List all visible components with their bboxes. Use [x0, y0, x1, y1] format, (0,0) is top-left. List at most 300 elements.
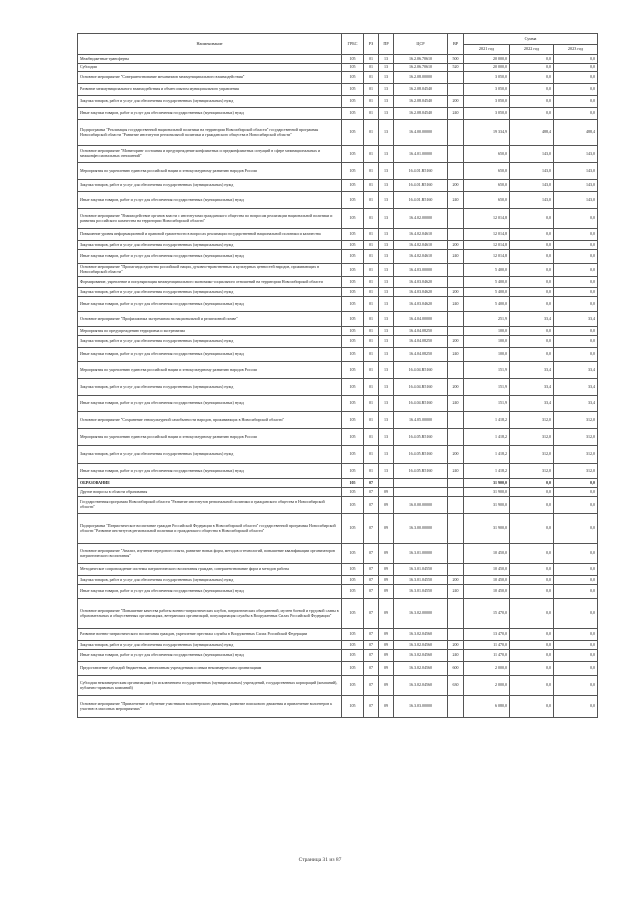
row-grbs: 105 [342, 108, 364, 120]
row-pr: 13 [379, 146, 394, 163]
row-sum-2023: 312,0 [554, 429, 598, 446]
row-grbs: 105 [342, 163, 364, 180]
table-row [78, 229, 598, 241]
row-grbs: 105 [342, 348, 364, 362]
row-pr: 13 [379, 312, 394, 327]
row-pr: 09 [379, 650, 394, 662]
row-sum-2023: 0,0 [554, 84, 598, 96]
row-sum-2023: 33,4 [554, 362, 598, 379]
row-rz: 01 [364, 241, 379, 250]
row-sum-2022: 0,0 [510, 662, 554, 676]
row-csr: 16.4.01.R5160 [394, 192, 448, 209]
row-vr [448, 497, 464, 514]
row-pr: 13 [379, 348, 394, 362]
row-sum-2021: 20 000,0 [464, 55, 510, 64]
row-sum-2022: 0,0 [510, 264, 554, 277]
row-name: Иные закупки товаров, работ и услуг для обеспечения государственных (муниципальных) нужд [78, 650, 342, 662]
col-sum: Сумма [464, 34, 598, 45]
row-name: Другие вопросы в области образования [78, 488, 342, 497]
budget-table [77, 33, 598, 718]
row-sum-2022: 33,4 [510, 379, 554, 396]
row-sum-2022: 0,0 [510, 84, 554, 96]
col-vr: ВР [448, 34, 464, 55]
table-row [78, 146, 598, 163]
row-grbs: 105 [342, 120, 364, 146]
row-vr: 200 [448, 379, 464, 396]
row-grbs: 105 [342, 514, 364, 544]
row-pr: 13 [379, 297, 394, 312]
row-sum-2023: 0,0 [554, 497, 598, 514]
row-vr [448, 564, 464, 576]
row-sum-2021: 251,9 [464, 312, 510, 327]
row-vr [448, 163, 464, 180]
row-rz: 07 [364, 662, 379, 676]
row-name: Мероприятия по предупреждению терроризма и экстремизма [78, 327, 342, 336]
row-sum-2022: 0,0 [510, 488, 554, 497]
row-rz: 01 [364, 396, 379, 412]
row-name: Иные закупки товаров, работ и услуг для обеспечения государственных (муниципальных) нужд [78, 108, 342, 120]
row-sum-2023: 312,0 [554, 464, 598, 479]
row-sum-2023: 0,0 [554, 576, 598, 585]
row-pr: 13 [379, 277, 394, 288]
row-name: Иные закупки товаров, работ и услуг для обеспечения государственных (муниципальных) нужд [78, 396, 342, 412]
table-row [78, 209, 598, 229]
row-grbs: 105 [342, 146, 364, 163]
row-sum-2022: 0,0 [510, 650, 554, 662]
table-row [78, 297, 598, 312]
row-sum-2022: 0,0 [510, 64, 554, 72]
table-row [78, 446, 598, 464]
row-csr: 16.4.04.R5160 [394, 379, 448, 396]
row-rz: 01 [364, 229, 379, 241]
row-vr [448, 599, 464, 629]
table-row [78, 163, 598, 180]
row-grbs: 105 [342, 544, 364, 564]
row-vr: 200 [448, 336, 464, 348]
row-csr: 16.3.01.04550 [394, 585, 448, 599]
row-name: Субсидии некоммерческим организациям (за исключением государственных (муниципальных) учреждений, государственных корпораций (компаний), публично-правовых компаний) [78, 676, 342, 696]
row-sum-2021: 1 418,2 [464, 464, 510, 479]
row-sum-2023: 312,0 [554, 446, 598, 464]
row-vr: 240 [448, 297, 464, 312]
row-pr: 09 [379, 585, 394, 599]
row-vr: 240 [448, 348, 464, 362]
row-sum-2023: 143,0 [554, 146, 598, 163]
row-sum-2023: 0,0 [554, 348, 598, 362]
row-vr [448, 514, 464, 544]
row-sum-2021: 650,0 [464, 192, 510, 209]
row-name: Формирование, укрепление и популяризация межмуниципального экономико-социального отношений на территории Новосибирской области [78, 277, 342, 288]
table-row [78, 629, 598, 641]
row-grbs: 105 [342, 229, 364, 241]
table-body [78, 55, 598, 718]
table-row [78, 696, 598, 718]
row-sum-2022: 0,0 [510, 696, 554, 718]
row-sum-2023: 0,0 [554, 336, 598, 348]
row-csr: 16.2.08.00000 [394, 72, 448, 84]
row-csr: 16.3.02.04560 [394, 629, 448, 641]
row-sum-2023: 0,0 [554, 264, 598, 277]
row-name: Иные закупки товаров, работ и услуг для обеспечения государственных (муниципальных) нужд [78, 192, 342, 209]
row-sum-2022: 0,0 [510, 209, 554, 229]
row-vr [448, 488, 464, 497]
row-rz: 01 [364, 348, 379, 362]
row-vr: 200 [448, 241, 464, 250]
row-rz: 07 [364, 696, 379, 718]
table-row [78, 348, 598, 362]
row-sum-2022: 0,0 [510, 229, 554, 241]
row-name: Основное мероприятие "Анализ, изучение передового опыта, развитие новых форм, методов и технологий, повышение квалификации организаторов патриотического воспитания" [78, 544, 342, 564]
row-pr: 13 [379, 55, 394, 64]
row-sum-2022: 312,0 [510, 464, 554, 479]
row-rz: 01 [364, 163, 379, 180]
row-pr: 13 [379, 96, 394, 108]
row-vr [448, 479, 464, 488]
row-sum-2021: 3 050,0 [464, 108, 510, 120]
row-csr: 16.4.04.08250 [394, 348, 448, 362]
row-sum-2023: 0,0 [554, 64, 598, 72]
row-pr: 13 [379, 429, 394, 446]
row-rz: 01 [364, 429, 379, 446]
row-csr: 16.4.04.00000 [394, 312, 448, 327]
row-name: Закупка товаров, работ и услуг для обеспечения государственных (муниципальных) нужд [78, 576, 342, 585]
row-sum-2022: 0,0 [510, 297, 554, 312]
row-pr: 09 [379, 696, 394, 718]
row-sum-2023: 0,0 [554, 277, 598, 288]
col-csr: ЦСР [394, 34, 448, 55]
row-sum-2022: 0,0 [510, 564, 554, 576]
row-rz: 07 [364, 629, 379, 641]
row-sum-2023: 0,0 [554, 241, 598, 250]
row-sum-2022: 488,4 [510, 120, 554, 146]
row-sum-2023: 0,0 [554, 288, 598, 297]
row-rz: 01 [364, 192, 379, 209]
row-sum-2021: 100,0 [464, 336, 510, 348]
row-csr: 16.4.04.08250 [394, 336, 448, 348]
row-sum-2021: 10 450,0 [464, 564, 510, 576]
row-sum-2023: 0,0 [554, 514, 598, 544]
table-row [78, 544, 598, 564]
row-vr [448, 544, 464, 564]
row-vr: 240 [448, 585, 464, 599]
row-sum-2023: 0,0 [554, 650, 598, 662]
row-sum-2021: 15 470,0 [464, 599, 510, 629]
row-csr: 16.4.04.R5160 [394, 396, 448, 412]
row-name: Мероприятия по укреплению единства российской нации и этнокультурному развитию народов России [78, 429, 342, 446]
row-sum-2022: 0,0 [510, 277, 554, 288]
row-vr [448, 629, 464, 641]
row-name: Методическое сопровождение системы патриотического воспитания граждан, совершенствование форм и методов работы [78, 564, 342, 576]
table-row [78, 676, 598, 696]
row-sum-2022: 33,4 [510, 396, 554, 412]
row-pr: 13 [379, 209, 394, 229]
row-sum-2022: 0,0 [510, 250, 554, 264]
row-sum-2021: 5 400,0 [464, 288, 510, 297]
row-csr: 16.4.01.R5160 [394, 180, 448, 192]
row-sum-2022: 312,0 [510, 429, 554, 446]
row-sum-2022: 0,0 [510, 336, 554, 348]
row-sum-2021: 31 900,0 [464, 488, 510, 497]
row-vr: 240 [448, 250, 464, 264]
row-sum-2022: 0,0 [510, 241, 554, 250]
row-vr: 200 [448, 446, 464, 464]
table-row [78, 250, 598, 264]
table-row [78, 84, 598, 96]
row-vr [448, 120, 464, 146]
row-pr: 13 [379, 327, 394, 336]
row-pr: 09 [379, 599, 394, 629]
row-grbs: 105 [342, 264, 364, 277]
row-csr: 16.2.08.04540 [394, 84, 448, 96]
row-pr: 13 [379, 264, 394, 277]
row-pr: 09 [379, 662, 394, 676]
row-grbs: 105 [342, 662, 364, 676]
row-rz: 01 [364, 277, 379, 288]
row-csr: 16.3.02.04560 [394, 641, 448, 650]
table-row [78, 479, 598, 488]
row-vr [448, 146, 464, 163]
row-grbs: 105 [342, 362, 364, 379]
row-name: Государственная программа Новосибирской области "Развитие институтов региональной политики и гражданского общества в Новосибирской области" [78, 497, 342, 514]
row-sum-2021: 10 450,0 [464, 576, 510, 585]
row-rz: 01 [364, 55, 379, 64]
row-pr: 09 [379, 676, 394, 696]
row-pr: 09 [379, 564, 394, 576]
row-rz: 01 [364, 336, 379, 348]
row-name: Подпрограмма "Патриотическое воспитание граждан Российской Федерации в Новосибирской области" государственной программы Новосибирской области "Развитие институтов региональной политики и гражданского общества в Новосибирской области" [78, 514, 342, 544]
row-sum-2023: 33,4 [554, 396, 598, 412]
row-rz: 07 [364, 641, 379, 650]
row-sum-2021: 12 014,8 [464, 209, 510, 229]
row-sum-2021: 19 334,9 [464, 120, 510, 146]
row-pr: 13 [379, 446, 394, 464]
page-footer: Страница 31 из 87 [298, 857, 342, 863]
row-name: Подпрограмма "Реализация государственной национальной политики на территории Новосибирской области" государственной программы Новосибирской области "Развитие институтов региональной политики и гражданского общества в Новосибирской области" [78, 120, 342, 146]
table-row [78, 379, 598, 396]
row-sum-2021: 650,0 [464, 163, 510, 180]
table-row [78, 662, 598, 676]
table-row [78, 650, 598, 662]
row-grbs: 105 [342, 564, 364, 576]
row-rz: 07 [364, 676, 379, 696]
row-name: Иные закупки товаров, работ и услуг для обеспечения государственных (муниципальных) нужд [78, 348, 342, 362]
row-sum-2021: 31 900,0 [464, 497, 510, 514]
table-row [78, 72, 598, 84]
row-sum-2023: 143,0 [554, 163, 598, 180]
row-vr: 600 [448, 662, 464, 676]
row-pr: 13 [379, 120, 394, 146]
row-csr: 16.4.03.04620 [394, 297, 448, 312]
row-sum-2022: 0,0 [510, 544, 554, 564]
row-vr [448, 312, 464, 327]
row-name: Основное мероприятие "Мониторинг состояния и предупреждение конфликтных и предконфликтных ситуаций в сфере межнациональных и межконфессиональных отношений" [78, 146, 342, 163]
col-grbs: ГРБС [342, 34, 364, 55]
row-name: Мероприятия по укреплению единства российской нации и этнокультурному развитию народов России [78, 362, 342, 379]
row-pr: 13 [379, 396, 394, 412]
row-grbs: 105 [342, 64, 364, 72]
row-csr: 16.0.00.00000 [394, 497, 448, 514]
row-pr: 13 [379, 362, 394, 379]
row-sum-2021: 151,9 [464, 396, 510, 412]
row-rz: 01 [364, 250, 379, 264]
table-row [78, 464, 598, 479]
row-vr: 200 [448, 576, 464, 585]
row-sum-2021: 13 470,0 [464, 629, 510, 641]
row-grbs: 105 [342, 396, 364, 412]
row-name: Основное мероприятие "Профилактика экстремизма на национальной и религиозной почве" [78, 312, 342, 327]
row-sum-2023: 0,0 [554, 629, 598, 641]
row-name: Основное мероприятие "Привлечение и обучение участников волонтерского движения, развитие поискового движения и привлечение волонтеров к участию в массовых мероприятиях" [78, 696, 342, 718]
table-row [78, 327, 598, 336]
row-grbs: 105 [342, 585, 364, 599]
row-rz: 07 [364, 544, 379, 564]
row-sum-2023: 0,0 [554, 229, 598, 241]
row-vr [448, 277, 464, 288]
table-row [78, 488, 598, 497]
row-rz: 01 [364, 264, 379, 277]
row-sum-2021: 10 450,0 [464, 544, 510, 564]
row-sum-2022: 0,0 [510, 288, 554, 297]
row-csr: 16.4.04.08250 [394, 327, 448, 336]
row-csr: 16.4.00.00000 [394, 120, 448, 146]
row-csr: 16.3.02.04560 [394, 662, 448, 676]
row-pr: 13 [379, 192, 394, 209]
row-name: Основное мероприятие "Пропаганда единства российской нации, духовно-нравственных и культурных ценностей народов, проживающих в Новосибирской области" [78, 264, 342, 277]
row-vr [448, 412, 464, 429]
row-sum-2021: 100,0 [464, 327, 510, 336]
row-sum-2021: 1 418,2 [464, 446, 510, 464]
table-row [78, 277, 598, 288]
row-sum-2021: 3 050,0 [464, 96, 510, 108]
row-vr [448, 84, 464, 96]
row-sum-2023: 0,0 [554, 662, 598, 676]
row-sum-2023: 312,0 [554, 412, 598, 429]
row-grbs: 105 [342, 55, 364, 64]
row-sum-2022: 0,0 [510, 629, 554, 641]
row-sum-2021: 1 418,2 [464, 429, 510, 446]
row-grbs: 105 [342, 72, 364, 84]
row-vr: 240 [448, 396, 464, 412]
row-grbs: 105 [342, 497, 364, 514]
row-sum-2023: 0,0 [554, 72, 598, 84]
row-vr [448, 264, 464, 277]
row-sum-2022: 143,0 [510, 192, 554, 209]
row-name: Развитие межмуниципального взаимодействия и обмен опытом муниципального управления [78, 84, 342, 96]
row-name: Повышение уровня информационной и правовой грамотности в вопросах реализации государственной национальной политики и казачества [78, 229, 342, 241]
row-grbs: 105 [342, 96, 364, 108]
row-csr: 16.3.03.00000 [394, 696, 448, 718]
row-sum-2022: 143,0 [510, 146, 554, 163]
row-csr: 16.4.02.04610 [394, 250, 448, 264]
table-row [78, 641, 598, 650]
row-sum-2021: 12 014,8 [464, 241, 510, 250]
row-sum-2023: 0,0 [554, 641, 598, 650]
row-csr: 16.4.03.04620 [394, 277, 448, 288]
row-pr: 13 [379, 250, 394, 264]
row-rz: 01 [364, 379, 379, 396]
table-row [78, 264, 598, 277]
row-name: ОБРАЗОВАНИЕ [78, 479, 342, 488]
row-csr: 16.4.05.R5160 [394, 446, 448, 464]
row-sum-2023: 143,0 [554, 192, 598, 209]
row-sum-2022: 0,0 [510, 641, 554, 650]
row-sum-2023: 0,0 [554, 108, 598, 120]
row-sum-2021: 20 000,0 [464, 64, 510, 72]
row-grbs: 105 [342, 429, 364, 446]
row-sum-2023: 0,0 [554, 585, 598, 599]
row-grbs: 105 [342, 277, 364, 288]
row-grbs: 105 [342, 192, 364, 209]
row-pr: 13 [379, 229, 394, 241]
row-sum-2022: 0,0 [510, 96, 554, 108]
row-pr: 13 [379, 288, 394, 297]
row-sum-2023: 0,0 [554, 209, 598, 229]
row-sum-2021: 3 050,0 [464, 84, 510, 96]
row-rz: 01 [364, 108, 379, 120]
row-sum-2021: 151,9 [464, 379, 510, 396]
table-row [78, 55, 598, 64]
row-name: Основное мероприятие "Взаимодействие органов власти с институтами гражданского общества по вопросам реализации национальной политики и развития российского казачества на территории Новосибирской области" [78, 209, 342, 229]
row-sum-2021: 5 400,0 [464, 297, 510, 312]
row-sum-2022: 312,0 [510, 446, 554, 464]
row-rz: 07 [364, 650, 379, 662]
row-pr: 09 [379, 544, 394, 564]
row-pr: 13 [379, 108, 394, 120]
row-rz: 01 [364, 96, 379, 108]
row-sum-2021: 650,0 [464, 180, 510, 192]
row-rz: 07 [364, 488, 379, 497]
row-name: Основное мероприятие "Повышение качества работы военно-патриотических клубов, патриотических объединений, музеев боевой и трудовой славы в образовательных и общественных организациях, ветеранских организаций, популяризация службы в Вооруженных Силах Российской Федерации" [78, 599, 342, 629]
col-2023: 2023 год [554, 45, 598, 55]
row-name: Иные закупки товаров, работ и услуг для обеспечения государственных (муниципальных) нужд [78, 585, 342, 599]
row-vr: 240 [448, 650, 464, 662]
row-vr: 240 [448, 108, 464, 120]
row-name: Развитие военно-патриотического воспитания граждан, укрепление престижа службы в Вооруженных Силах Российской Федерации [78, 629, 342, 641]
row-name: Закупка товаров, работ и услуг для обеспечения государственных (муниципальных) нужд [78, 336, 342, 348]
row-pr: 09 [379, 641, 394, 650]
row-pr: 13 [379, 336, 394, 348]
row-sum-2022: 0,0 [510, 479, 554, 488]
table-header [78, 34, 598, 55]
row-vr: 240 [448, 464, 464, 479]
row-name: Закупка товаров, работ и услуг для обеспечения государственных (муниципальных) нужд [78, 96, 342, 108]
budget-table-container [77, 33, 597, 718]
row-grbs: 105 [342, 479, 364, 488]
row-vr: 630 [448, 676, 464, 696]
row-name: Иные закупки товаров, работ и услуг для обеспечения государственных (муниципальных) нужд [78, 464, 342, 479]
row-pr: 13 [379, 180, 394, 192]
row-sum-2022: 0,0 [510, 676, 554, 696]
row-sum-2022: 0,0 [510, 327, 554, 336]
row-sum-2021: 12 014,8 [464, 250, 510, 264]
row-vr [448, 696, 464, 718]
row-rz: 07 [364, 599, 379, 629]
row-csr: 16.4.01.R5160 [394, 163, 448, 180]
row-pr: 13 [379, 464, 394, 479]
row-name: Закупка товаров, работ и услуг для обеспечения государственных (муниципальных) нужд [78, 180, 342, 192]
row-grbs: 105 [342, 327, 364, 336]
row-sum-2022: 312,0 [510, 412, 554, 429]
row-rz: 01 [364, 312, 379, 327]
row-sum-2021: 31 900,0 [464, 479, 510, 488]
row-csr [394, 488, 448, 497]
row-sum-2023: 0,0 [554, 488, 598, 497]
table-row [78, 120, 598, 146]
row-csr: 16.4.01.00000 [394, 146, 448, 163]
row-rz: 07 [364, 514, 379, 544]
row-csr [394, 479, 448, 488]
row-sum-2021: 5 400,0 [464, 264, 510, 277]
